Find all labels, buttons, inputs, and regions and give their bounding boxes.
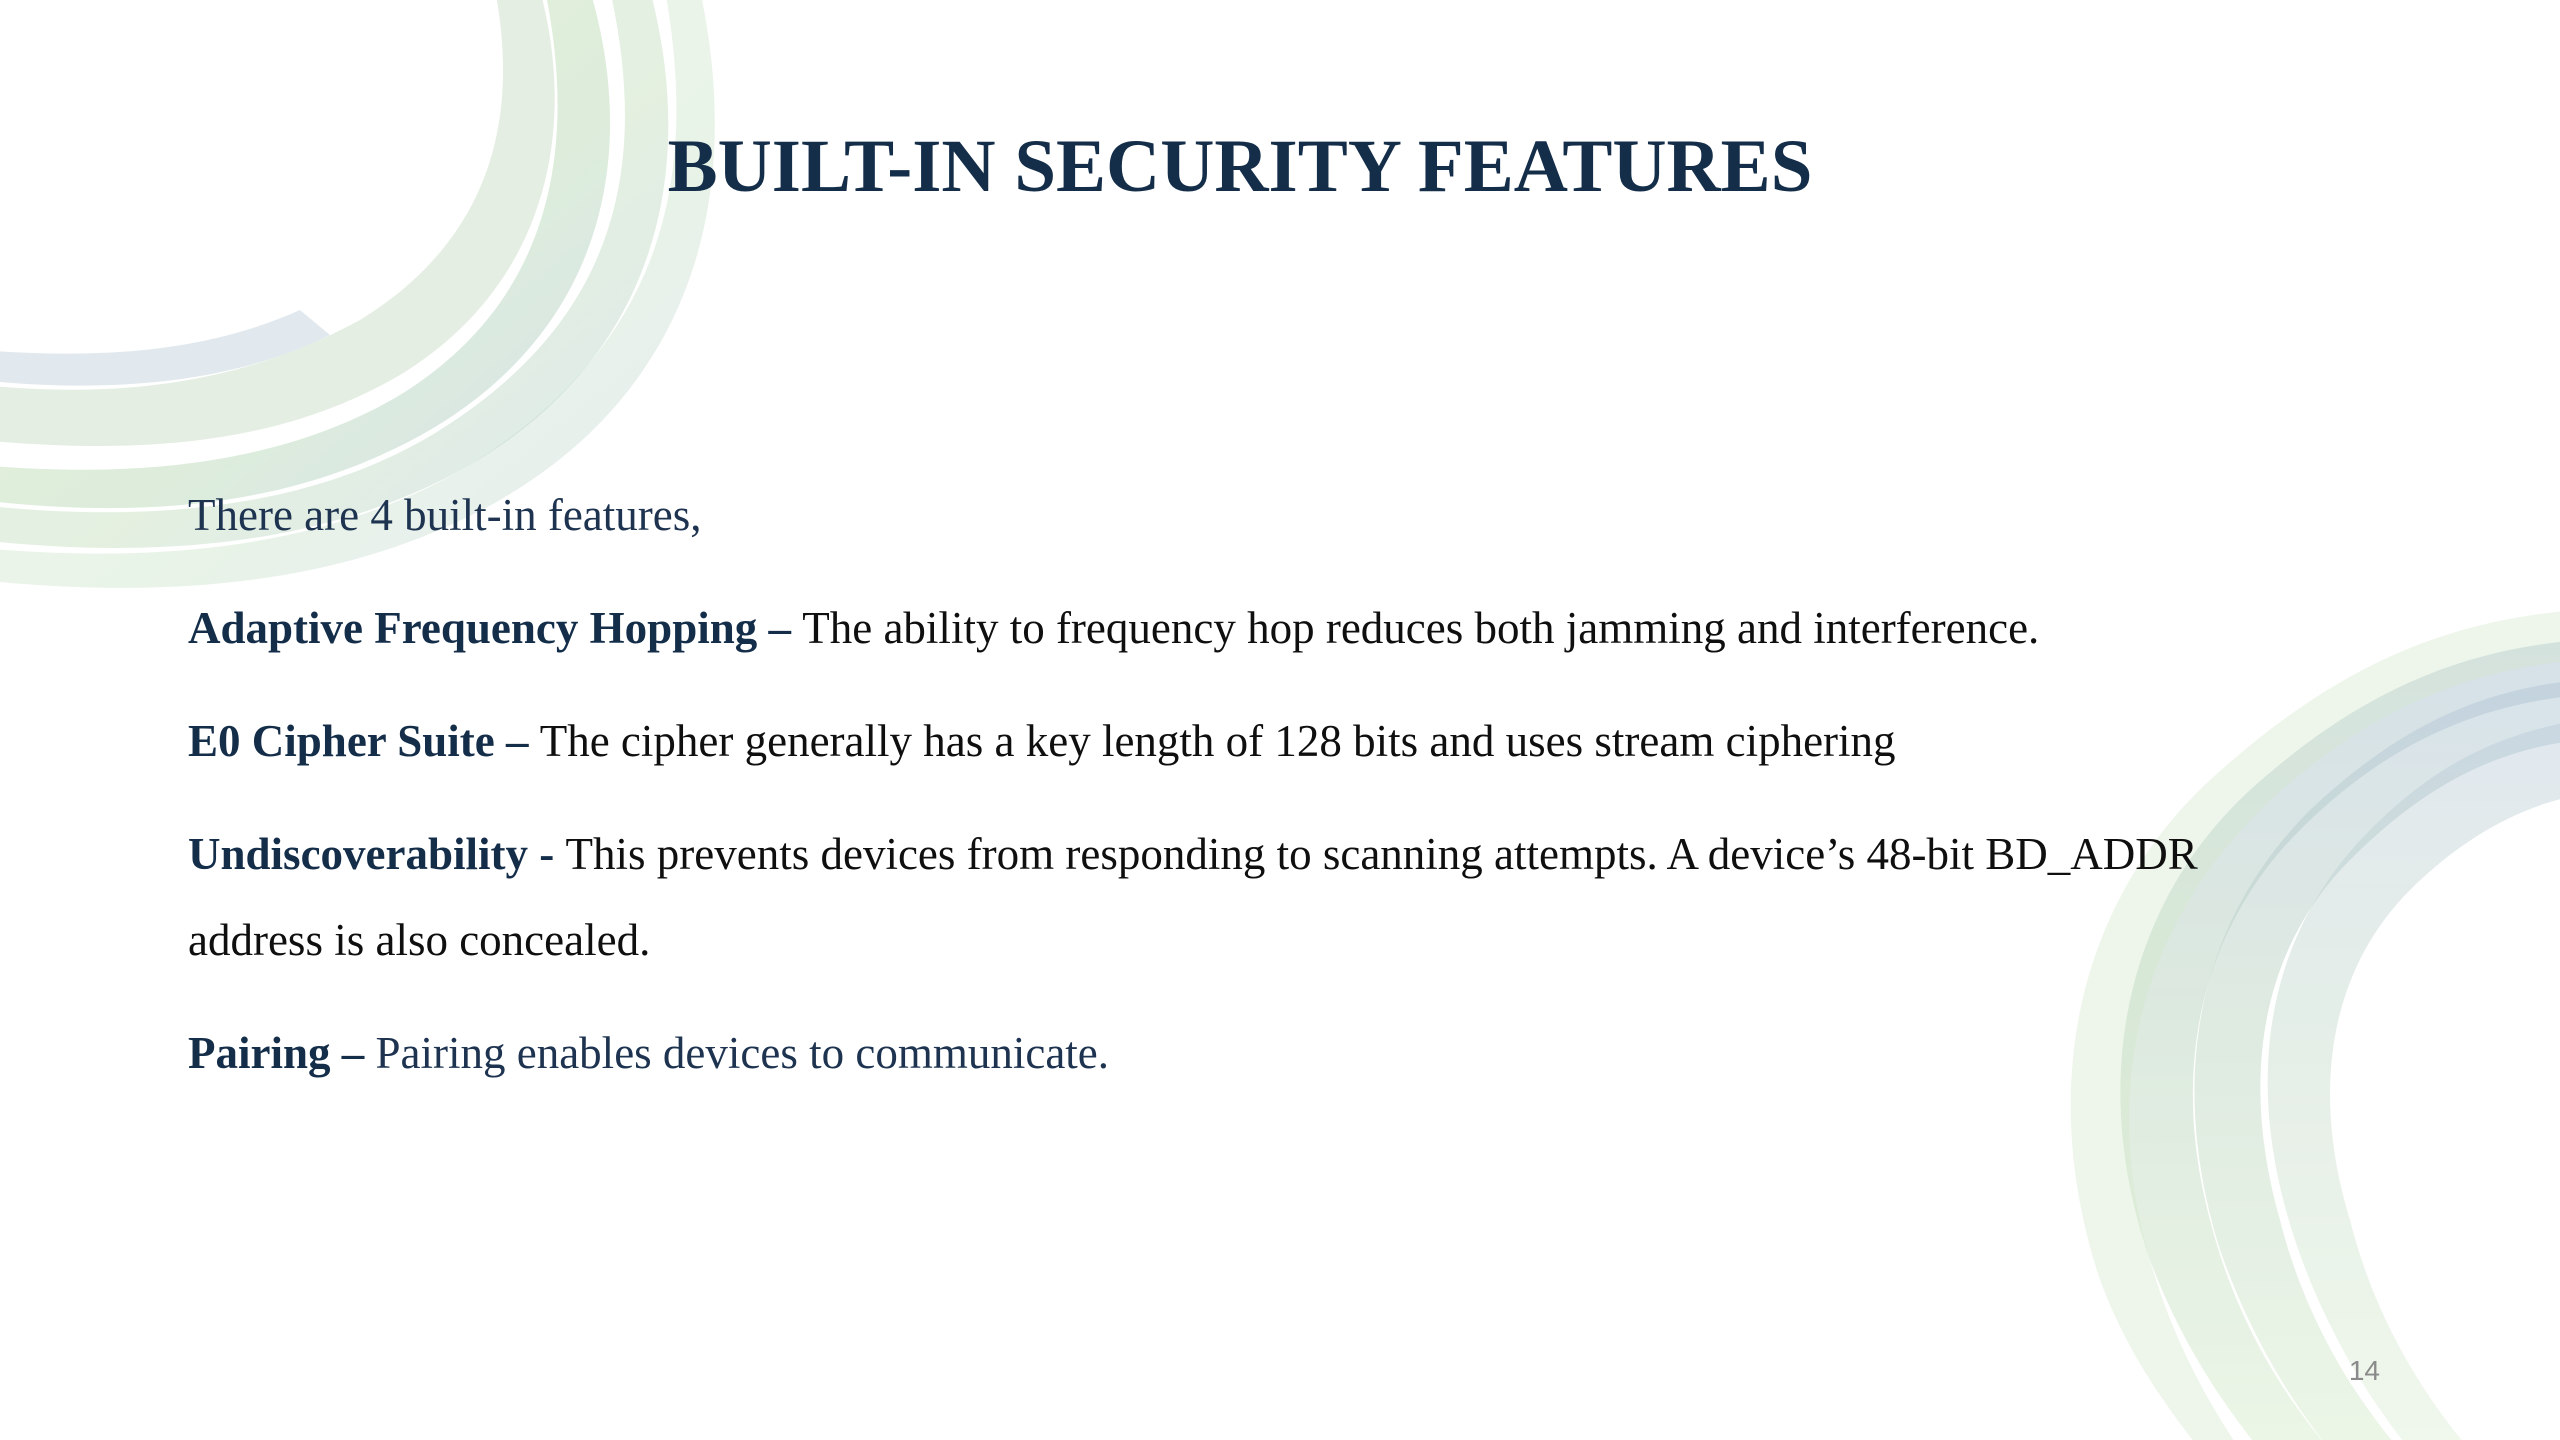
intro-text: There are 4 built-in features, [188, 490, 702, 540]
feature-description: The ability to frequency hop reduces both jamming and interference. [802, 603, 2040, 653]
feature-separator: – [330, 1028, 376, 1078]
feature-description: Pairing enables devices to communicate. [375, 1028, 1110, 1078]
feature-term: Pairing [188, 1028, 331, 1078]
feature-separator: - [528, 829, 566, 879]
page-number: 14 [2348, 1355, 2380, 1386]
feature-item [188, 698, 2248, 784]
feature-term: Undiscoverability [188, 829, 529, 879]
feature-item [188, 1010, 2248, 1096]
slide-body [188, 472, 2248, 1123]
feature-separator: – [494, 716, 540, 766]
feature-separator: – [757, 603, 803, 653]
feature-description: The cipher generally has a key length of 128 bits and uses stream ciphering [539, 716, 1896, 766]
feature-item [188, 585, 2248, 671]
slide-title: BUILT-IN SECURITY FEATURES [667, 125, 1813, 208]
feature-item [188, 811, 2248, 983]
feature-description: This prevents devices from responding to scanning attempts. A device’s 48-bit BD_ADDR address is also concealed. [188, 829, 2198, 965]
feature-term: E0 Cipher Suite [188, 716, 495, 766]
feature-term: Adaptive Frequency Hopping [188, 603, 758, 653]
